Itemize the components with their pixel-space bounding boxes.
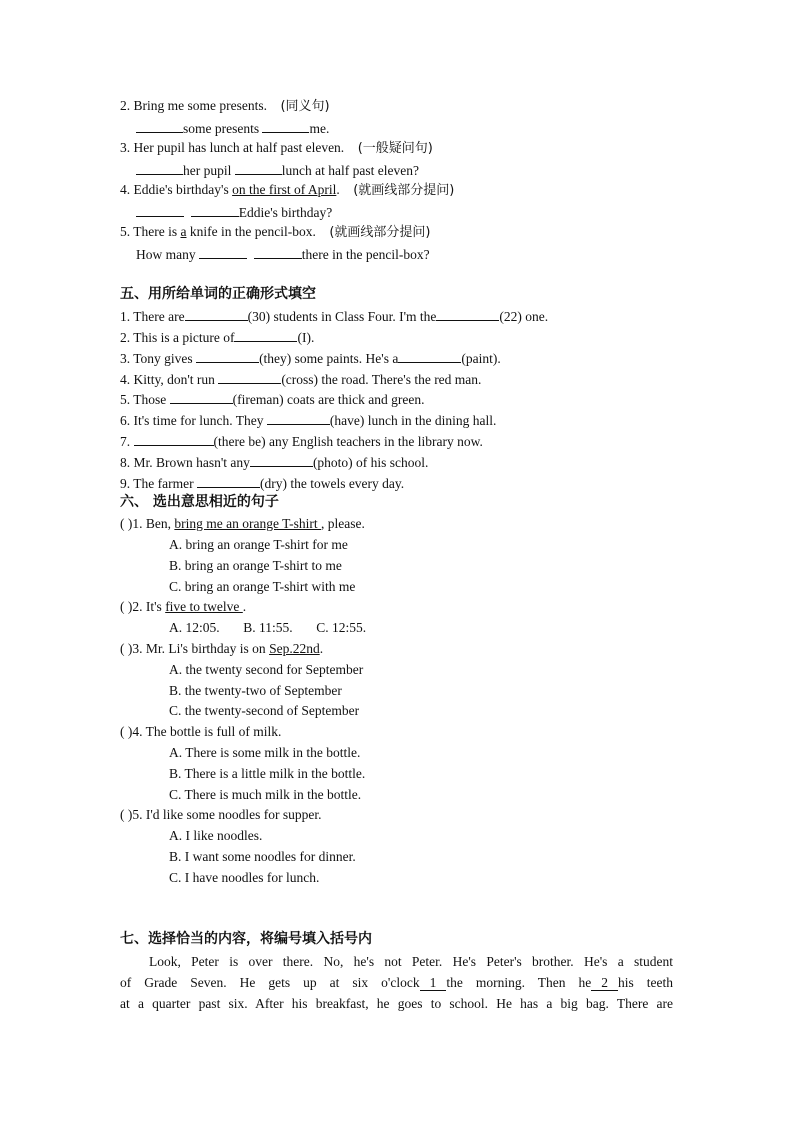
s4-q5: 5. There is a knife in the pencil-box. (就画线部分提问) [120, 224, 431, 240]
answer-blank[interactable] [436, 307, 499, 321]
s4-q2: 2. Bring me some presents. (同义句) [120, 98, 330, 114]
s6-q2-options: A. 12:05. B. 11:55. C. 12:55. [169, 620, 367, 635]
s6-q4-option-b: B. There is a little milk in the bottle. [169, 766, 366, 781]
passage-blank-2[interactable]: 2 [591, 975, 618, 991]
s4-q4-answer: Eddie's birthday? [136, 203, 332, 222]
s6-q5-option-b: B. I want some noodles for dinner. [169, 849, 356, 864]
s5-item-5: 5. Those (fireman) coats are thick and green. [120, 392, 425, 407]
s6-q1-option-a: A. bring an orange T-shirt for me [169, 537, 348, 552]
s5-item-4: 4. Kitty, don't run (cross) the road. There's the red man. [120, 372, 482, 387]
passage-line-1: Look, Peter is over there. No, he's not Peter. He's Peter's brother. He's a student [149, 954, 673, 969]
s6-q3-option-c: C. the twenty-second of September [169, 703, 360, 718]
answer-paren[interactable]: ( ) [120, 724, 133, 739]
s5-item-3: 3. Tony gives (they) some paints. He's a (paint). [120, 351, 501, 366]
s6-q2: ( )2. It's five to twelve . [120, 599, 247, 614]
answer-blank[interactable] [199, 245, 247, 259]
answer-blank[interactable] [267, 411, 330, 425]
s4-q5-answer: How many there in the pencil-box? [136, 247, 430, 262]
answer-blank[interactable] [136, 119, 183, 133]
answer-blank[interactable] [170, 390, 233, 404]
s5-item-2: 2. This is a picture of (I). [120, 330, 315, 345]
s6-q3-option-b: B. the twenty-two of September [169, 683, 342, 698]
s5-item-8: 8. Mr. Brown hasn't any (photo) of his school. [120, 455, 429, 470]
s6-q4: ( )4. The bottle is full of milk. [120, 724, 282, 739]
passage-blank-1[interactable]: 1 [420, 975, 447, 991]
answer-blank[interactable] [197, 474, 260, 488]
s6-q4-option-a: A. There is some milk in the bottle. [169, 745, 361, 760]
answer-blank[interactable] [262, 119, 309, 133]
answer-blank[interactable] [196, 349, 259, 363]
answer-blank[interactable] [136, 161, 183, 175]
s5-item-6: 6. It's time for lunch. They (have) lunch in the dining hall. [120, 413, 497, 428]
s4-q3: 3. Her pupil has lunch at half past eleven. (一般疑问句) [120, 140, 433, 156]
section5-heading: 五、用所给单词的正确形式填空 [120, 286, 316, 302]
s4-q2-answer: some presents me. [136, 119, 329, 138]
s6-q1-option-b: B. bring an orange T-shirt to me [169, 558, 342, 573]
answer-blank[interactable] [234, 328, 297, 342]
s6-q3: ( )3. Mr. Li's birthday is on Sep.22nd. [120, 641, 324, 656]
answer-blank[interactable] [136, 203, 184, 217]
answer-blank[interactable] [218, 370, 281, 384]
answer-blank[interactable] [254, 245, 302, 259]
answer-paren[interactable]: ( ) [120, 807, 133, 822]
s6-q1: ( )1. Ben, bring me an orange T-shirt , please. [120, 516, 365, 531]
s4-q4: 4. Eddie's birthday's on the first of April. (就画线部分提问) [120, 182, 455, 198]
s6-q3-option-a: A. the twenty second for September [169, 662, 364, 677]
answer-blank[interactable] [398, 349, 461, 363]
answer-paren[interactable]: ( ) [120, 641, 133, 656]
answer-blank[interactable] [250, 453, 313, 467]
s5-item-1: 1. There are (30) students in Class Four. I'm the (22) one. [120, 309, 549, 324]
section7-heading: 七、选择恰当的内容，将编号填入括号内 [120, 931, 372, 947]
answer-blank[interactable] [185, 307, 248, 321]
s5-item-7: 7. (there be) any English teachers in the library now. [120, 434, 483, 449]
s5-item-9: 9. The farmer (dry) the towels every day. [120, 476, 405, 491]
answer-blank[interactable] [191, 203, 239, 217]
s6-q5-option-a: A. I like noodles. [169, 828, 263, 843]
section6-heading: 六、 选出意思相近的句子 [120, 494, 279, 510]
passage-line-3: at a quarter past six. After his breakfast, he goes to school. He has a big bag. There are [120, 996, 673, 1011]
answer-blank[interactable] [134, 432, 214, 446]
s6-q5: ( )5. I'd like some noodles for supper. [120, 807, 322, 822]
answer-blank[interactable] [235, 161, 282, 175]
s4-q3-answer: her pupil lunch at half past eleven? [136, 161, 419, 180]
s6-q4-option-c: C. There is much milk in the bottle. [169, 787, 362, 802]
answer-paren[interactable]: ( ) [120, 516, 133, 531]
answer-paren[interactable]: ( ) [120, 599, 133, 614]
s6-q1-option-c: C. bring an orange T-shirt with me [169, 579, 356, 594]
section7-passage [120, 951, 673, 1014]
s6-q5-option-c: C. I have noodles for lunch. [169, 870, 320, 885]
passage-line-2: of Grade Seven. He gets up at six o'clock 1 the morning. Then he 2 his teeth [120, 975, 673, 990]
